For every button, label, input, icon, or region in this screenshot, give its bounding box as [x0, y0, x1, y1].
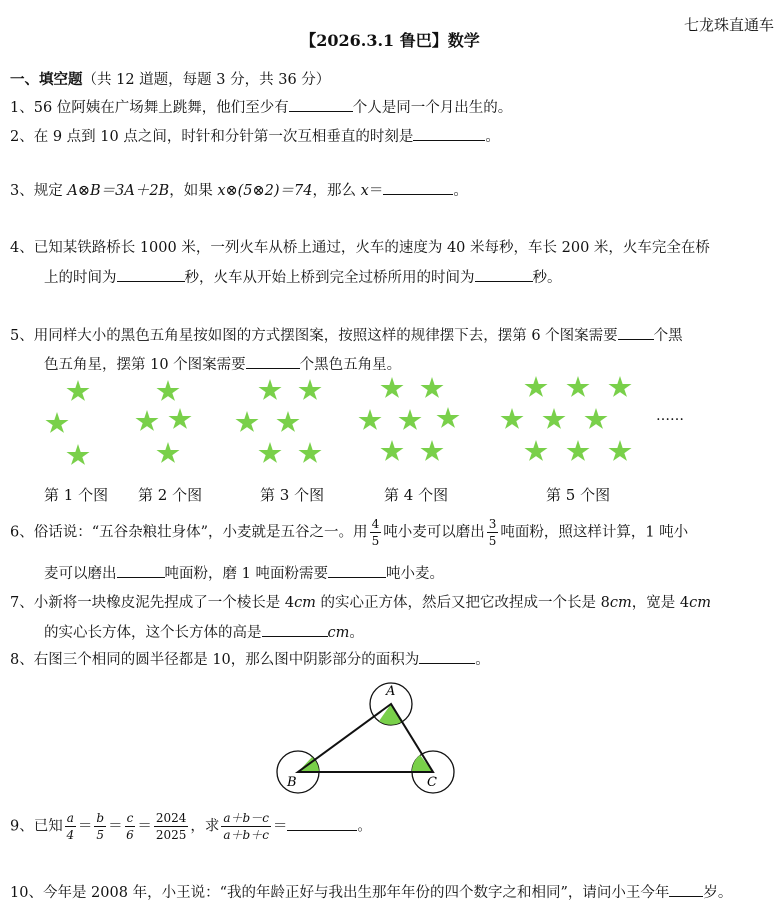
q9-eq-3: ＝: [137, 818, 152, 835]
q7-unit-1: cm: [294, 595, 316, 611]
pattern-ellipsis: ……: [656, 408, 684, 424]
q8-text-a: 8、右图三个相同的圆半径都是 10，那么图中阴影部分的面积为: [10, 652, 420, 668]
q6-text-c: 吨面粉，照这样计算，1 吨小: [500, 524, 689, 541]
q3-text-c: ，那么: [312, 183, 361, 199]
q3-text-a: 3、规定: [10, 183, 68, 199]
q3-text-d: ＝: [368, 183, 384, 199]
q6-text-f: 吨小麦。: [385, 566, 444, 582]
q9-answer-blank[interactable]: [287, 816, 357, 831]
q3-variable: x: [360, 183, 369, 199]
q7-unit-2: cm: [609, 595, 632, 611]
pattern-caption-4: 第 4 个图: [384, 486, 449, 504]
q7-unit-4: cm: [327, 625, 350, 641]
q9-fraction-3-num: c: [126, 811, 134, 825]
q9-fraction-5-den: a＋b＋c: [223, 828, 269, 842]
q2-text-a: 2、在 9 点到 10 点之间，时针和分针第一次互相垂直的时刻是: [10, 129, 414, 145]
page-title: 【2026.3.1 鲁巴】数学: [300, 31, 480, 50]
q6-fraction-1-den: 5: [371, 534, 380, 548]
pattern-caption-1: 第 1 个图: [44, 486, 109, 504]
q9-fraction-2-num: b: [96, 811, 105, 825]
q6-fraction-1-num: 4: [371, 517, 380, 531]
q3-text-e: 。: [453, 183, 468, 199]
q6-text-a: 6、俗话说：“五谷杂粮壮身体”，小麦就是五谷之一。用: [10, 524, 368, 541]
vertex-label-c: C: [427, 775, 437, 790]
q9-fraction-3: [125, 812, 136, 841]
q9-fraction-1-den: 4: [66, 828, 75, 842]
q6-text-d: 麦可以磨出: [44, 566, 117, 582]
q9-fraction-4: [154, 812, 189, 841]
vertex-label-b: B: [287, 775, 297, 790]
shaded-sector-a: [379, 704, 403, 725]
q1-text-a: 1、56 位阿姨在广场舞上跳舞，他们至少有: [10, 100, 289, 116]
q7-text-e: 。: [349, 625, 364, 641]
q6-fraction-2-den: 5: [488, 534, 497, 548]
pattern-caption-3: 第 3 个图: [260, 486, 325, 504]
q9-fraction-1-num: a: [66, 811, 74, 825]
q9-eq-2: ＝: [108, 818, 123, 835]
q5-text-1b: 个黑: [653, 328, 683, 344]
q6-fraction-2-num: 3: [488, 517, 497, 531]
q2-text-b: 。: [485, 129, 500, 145]
q9-fraction-5-num: a＋b－c: [223, 811, 269, 825]
question-4-line-1: 4、已知某铁路桥长 1000 米，一列火车从桥上通过，火车的速度为 40 米每秒，车长 200 米，火车完全在桥: [10, 240, 710, 256]
q9-fraction-5: [221, 812, 271, 841]
q9-text-b: ，求: [190, 818, 220, 835]
q4-text-a: 上的时间为: [44, 270, 117, 286]
question-10: [10, 881, 732, 902]
q9-text-d: 。: [357, 818, 372, 835]
q3-rule: A⊗B＝3A＋2B: [67, 183, 170, 199]
q7-text-d: 的实心长方体，这个长方体的高是: [44, 625, 262, 641]
q7-text-a: 7、小新将一块橡皮泥先捏成了一个棱长是 4: [10, 595, 295, 611]
q9-fraction-4-den: 2025: [155, 828, 187, 842]
question-9: [10, 812, 372, 841]
corner-note: 七龙珠直通车: [683, 16, 774, 34]
q8-text-b: 。: [475, 652, 490, 668]
q6-text-b: 吨小麦可以磨出: [383, 524, 485, 541]
q10-answer-blank[interactable]: [669, 882, 703, 897]
q5-text-1a: 5、用同样大小的黑色五角星按如图的方式摆图案，按照这样的规律摆下去，摆第 6 个图案需要: [10, 328, 618, 344]
q9-eq-1: ＝: [77, 818, 93, 835]
triangle-abc: [298, 704, 433, 772]
q5-text-2a: 色五角星，摆第 10 个图案需要: [44, 357, 246, 373]
q3-equation: x⊗(5⊗2)＝74: [217, 183, 313, 199]
q9-text-a: 9、已知: [10, 818, 63, 835]
q4-text-b: 秒，火车从开始上桥到完全过桥所用的时间为: [184, 270, 475, 286]
q9-fraction-4-num: 2024: [155, 811, 187, 825]
pattern-caption-2: 第 2 个图: [138, 486, 203, 504]
q9-fraction-2-den: 5: [96, 828, 105, 842]
q9-fraction-2: [94, 812, 106, 841]
q7-unit-3: cm: [689, 595, 711, 611]
shaded-sector-c: [412, 755, 433, 772]
q5-text-2b: 个黑色五角星。: [299, 357, 402, 373]
q4-text-c: 秒。: [532, 270, 562, 286]
section-label: 一、填空题: [10, 71, 83, 88]
q9-fraction-1: [65, 812, 76, 841]
q7-text-c: ，宽是 4: [631, 595, 690, 611]
q9-text-c: ＝: [272, 818, 288, 835]
pattern-caption-5: 第 5 个图: [546, 486, 611, 504]
q6-text-e: 吨面粉，磨 1 吨面粉需要: [164, 566, 328, 582]
q3-text-mid: ，如果: [169, 183, 218, 199]
vertex-label-a: A: [386, 684, 396, 699]
q10-text-b: 岁。: [703, 885, 733, 901]
section-note: （共 12 道题，每题 3 分，共 36 分）: [82, 72, 331, 88]
q9-fraction-3-den: 6: [126, 828, 134, 842]
q7-text-b: 的实心正方体，然后又把它改捏成一个长是 8: [315, 595, 610, 611]
q1-text-b: 个人是同一个月出生的。: [352, 100, 513, 116]
q10-text-a: 10、今年是 2008 年，小王说：“我的年龄正好与我出生那年年份的四个数字之和相同”，请问小王今年: [10, 885, 670, 901]
